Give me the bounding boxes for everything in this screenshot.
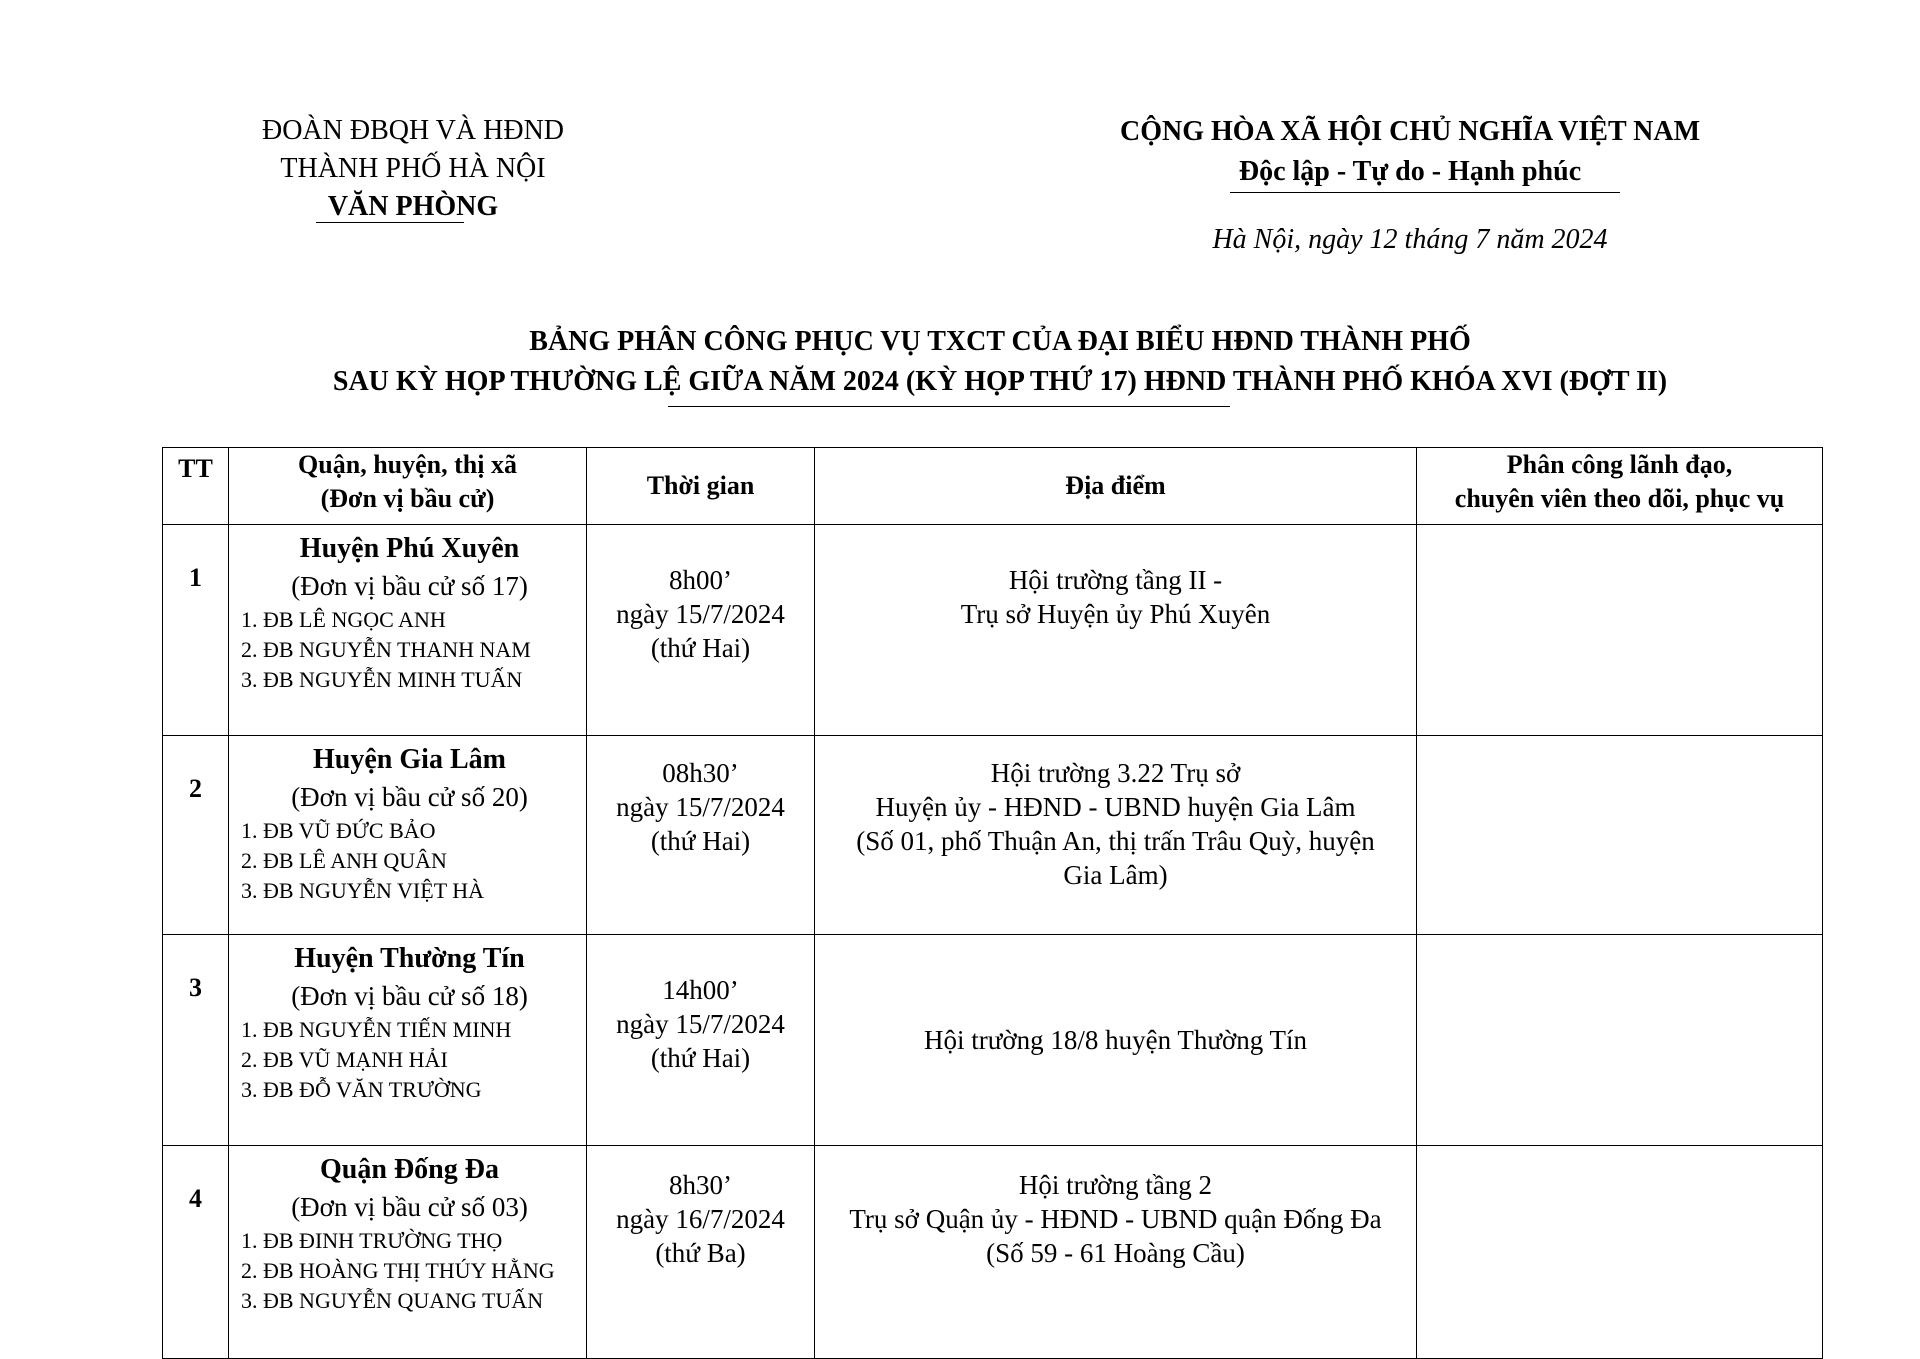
- header-unit-line-2: (Đơn vị bầu cử): [320, 484, 495, 513]
- issuing-agency: [218, 112, 608, 226]
- time-hour: 8h30’: [669, 1170, 732, 1200]
- deputy: 1. ĐB VŨ ĐỨC BẢO: [241, 818, 436, 843]
- place-line: Huyện ủy - HĐND - UBND huyện Gia Lâm: [875, 792, 1356, 822]
- unit-number: (Đơn vị bầu cử số 03): [291, 1192, 528, 1222]
- place-line: Hội trường 18/8 huyện Thường Tín: [923, 1025, 1308, 1055]
- unit-name: Huyện Phú Xuyên: [299, 533, 520, 564]
- place-line: Hội trường 3.22 Trụ sở: [990, 758, 1241, 788]
- table-row: [163, 935, 1823, 1146]
- unit-name: Quận Đống Đa: [320, 1154, 499, 1185]
- place-line: (Số 01, phố Thuận An, thị trấn Trâu Quỳ, huyện: [856, 826, 1375, 856]
- header-assign-line-2: chuyên viên theo dõi, phục vụ: [1454, 484, 1785, 513]
- electoral-unit: [229, 736, 587, 935]
- meeting-place: [815, 935, 1417, 1146]
- electoral-unit: [229, 525, 587, 736]
- deputy: 3. ĐB NGUYỄN QUANG TUẤN: [241, 1288, 544, 1313]
- document-date: Hà Nội, ngày 12 tháng 7 năm 2024: [1212, 224, 1608, 255]
- title-underline: [668, 406, 1230, 407]
- header-place: Địa điểm: [815, 448, 1417, 525]
- deputy: 3. ĐB ĐỖ VĂN TRƯỜNG: [241, 1077, 482, 1102]
- meeting-time: [587, 525, 815, 736]
- electoral-unit: [229, 935, 587, 1146]
- time-date: ngày 16/7/2024: [616, 1204, 785, 1234]
- nation-name: CỘNG HÒA XÃ HỘI CHỦ NGHĨA VIỆT NAM: [1119, 116, 1701, 147]
- header-unit-line-1: Quận, huyện, thị xã: [298, 450, 517, 479]
- deputy: 2. ĐB VŨ MẠNH HẢI: [241, 1047, 448, 1072]
- unit-number: (Đơn vị bầu cử số 18): [291, 981, 528, 1011]
- meeting-time: [587, 1146, 815, 1359]
- time-date: ngày 15/7/2024: [616, 599, 785, 629]
- deputy: 1. ĐB LÊ NGỌC ANH: [241, 607, 446, 632]
- assignee-cell: [1417, 935, 1823, 1146]
- place-line: Trụ sở Huyện ủy Phú Xuyên: [960, 599, 1271, 629]
- table-row: [163, 1146, 1823, 1359]
- header-time: Thời gian: [587, 448, 815, 525]
- assignee-cell: [1417, 525, 1823, 736]
- unit-name: Huyện Thường Tín: [294, 943, 525, 974]
- time-hour: 8h00’: [669, 565, 732, 595]
- deputy: 3. ĐB NGUYỄN MINH TUẤN: [241, 667, 523, 692]
- meeting-place: [815, 525, 1417, 736]
- deputy: 2. ĐB LÊ ANH QUÂN: [241, 848, 447, 873]
- unit-number: (Đơn vị bầu cử số 17): [291, 571, 528, 601]
- assignment-table: [162, 447, 1823, 1359]
- row-number: 2: [163, 736, 229, 935]
- time-date: ngày 15/7/2024: [616, 1009, 785, 1039]
- time-weekday: (thứ Hai): [650, 1043, 751, 1073]
- table-row: [163, 736, 1823, 935]
- motto-underline: [1230, 192, 1620, 193]
- title-line-2: SAU KỲ HỌP THƯỜNG LỆ GIỮA NĂM 2024 (KỲ HỌP THỨ 17) HĐND THÀNH PHỐ KHÓA XVI (ĐỢT II): [332, 366, 1668, 397]
- document-title: [200, 322, 1800, 402]
- header-tt: TT: [163, 448, 229, 525]
- place-line: Hội trường tầng II -: [1008, 565, 1223, 595]
- meeting-place: [815, 1146, 1417, 1359]
- national-motto: Độc lập - Tự do - Hạnh phúc: [1238, 156, 1582, 187]
- meeting-time: [587, 935, 815, 1146]
- agency-underline: [316, 222, 464, 223]
- place-line: Gia Lâm): [1063, 860, 1168, 890]
- place-line: (Số 59 - 61 Hoàng Cầu): [986, 1238, 1245, 1268]
- assignee-cell: [1417, 736, 1823, 935]
- agency-line-2: THÀNH PHỐ HÀ NỘI: [280, 153, 546, 184]
- time-weekday: (thứ Hai): [650, 826, 751, 856]
- deputy: 1. ĐB NGUYỄN TIẾN MINH: [241, 1017, 512, 1042]
- unit-name: Huyện Gia Lâm: [313, 744, 506, 775]
- table-header-row: [163, 448, 1823, 525]
- row-number: 3: [163, 935, 229, 1146]
- meeting-time: [587, 736, 815, 935]
- meeting-place: [815, 736, 1417, 935]
- row-number: 1: [163, 525, 229, 736]
- time-weekday: (thứ Ba): [655, 1238, 746, 1268]
- time-hour: 14h00’: [662, 975, 739, 1005]
- title-line-1: BẢNG PHÂN CÔNG PHỤC VỤ TXCT CỦA ĐẠI BIỂU HĐND THÀNH PHỐ: [529, 326, 1471, 357]
- header-assign-line-1: Phân công lãnh đạo,: [1506, 450, 1733, 479]
- header-unit: [229, 448, 587, 525]
- time-weekday: (thứ Hai): [650, 633, 751, 663]
- place-line: Trụ sở Quận ủy - HĐND - UBND quận Đống Đa: [849, 1204, 1382, 1234]
- deputy: 1. ĐB ĐINH TRƯỜNG THỌ: [241, 1228, 503, 1253]
- time-hour: 08h30’: [662, 758, 739, 788]
- electoral-unit: [229, 1146, 587, 1359]
- deputy: 3. ĐB NGUYỄN VIỆT HÀ: [241, 878, 485, 903]
- assignee-cell: [1417, 1146, 1823, 1359]
- unit-number: (Đơn vị bầu cử số 20): [291, 782, 528, 812]
- table-row: [163, 525, 1823, 736]
- time-date: ngày 15/7/2024: [616, 792, 785, 822]
- place-line: Hội trường tầng 2: [1018, 1170, 1213, 1200]
- deputy: 2. ĐB NGUYỄN THANH NAM: [241, 637, 531, 662]
- header-assignment: [1417, 448, 1823, 525]
- national-heading: [1090, 112, 1730, 192]
- agency-office: VĂN PHÒNG: [327, 191, 499, 222]
- deputy: 2. ĐB HOÀNG THỊ THÚY HẰNG: [241, 1258, 555, 1283]
- agency-line-1: ĐOÀN ĐBQH VÀ HĐND: [261, 115, 565, 146]
- row-number: 4: [163, 1146, 229, 1359]
